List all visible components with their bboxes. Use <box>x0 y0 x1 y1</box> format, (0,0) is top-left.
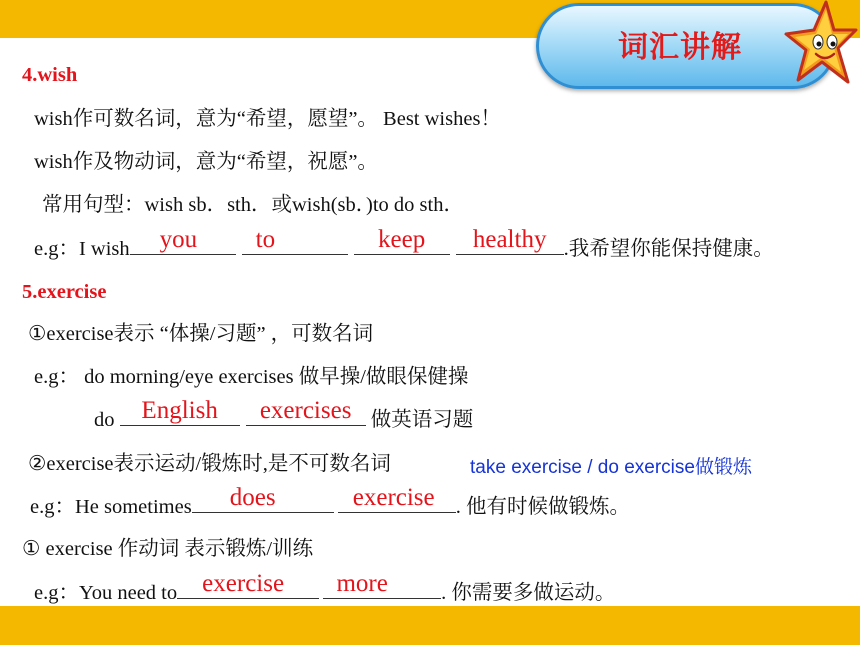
bottom-bar <box>0 606 860 645</box>
exercise-note: take exercise / do exercise做锻炼 <box>470 457 752 478</box>
answer-blank <box>323 570 441 599</box>
exercise-example-4-prefix: e.g：You need to <box>34 582 178 604</box>
exercise-example-4-suffix: . 你需要多做运动。 <box>441 582 616 604</box>
answer-text: to <box>255 226 276 253</box>
answer-text: exercise <box>352 484 435 511</box>
exercise-example-2 <box>94 397 474 433</box>
wish-example-suffix: .我希望你能保持健康。 <box>563 238 774 260</box>
answer-blank <box>130 226 236 255</box>
answer-text: does <box>229 484 276 511</box>
answer-text: healthy <box>472 226 547 253</box>
star-mascot-icon <box>782 0 858 86</box>
heading-wish: 4.wish <box>22 64 78 86</box>
wish-example-prefix: e.g：I wish <box>34 238 130 260</box>
exercise-example-1: e.g： do morning/eye exercises 做早操/做眼保健操 <box>34 366 469 388</box>
answer-blank <box>192 484 334 513</box>
answer-blank <box>456 226 564 255</box>
answer-blank <box>246 397 366 426</box>
answer-text: more <box>336 570 388 597</box>
exercise-point-1: ①exercise表示 “体操/习题” ，可数名词 <box>28 323 374 345</box>
answer-blank <box>120 397 240 426</box>
answer-blank <box>242 226 348 255</box>
answer-text: you <box>159 226 198 253</box>
answer-text: keep <box>378 226 426 253</box>
wish-pattern-line: 常用句型：wish sb．sth．或wish(sb．)to do sth． <box>42 194 464 216</box>
exercise-example-3-prefix: e.g：He sometimes <box>30 496 192 518</box>
answer-text: exercise <box>202 570 285 597</box>
exercise-example-3 <box>30 484 630 520</box>
heading-exercise: 5.exercise <box>22 281 107 303</box>
answer-text: English <box>141 397 218 424</box>
exercise-example-4 <box>34 570 616 606</box>
exercise-point-2: ②exercise表示运动/锻炼时,是不可数名词 <box>28 453 391 475</box>
answer-blank <box>177 570 319 599</box>
wish-noun-line: wish作可数名词，意为“希望，愿望”。 Best wishes！ <box>34 108 501 130</box>
answer-blank <box>338 484 456 513</box>
exercise-point-3: ① exercise 作动词 表示锻炼/训练 <box>22 538 314 560</box>
wish-verb-line: wish作及物动词，意为“希望，祝愿”。 <box>34 151 378 173</box>
answer-text: exercises <box>259 397 352 424</box>
exercise-example-3-suffix: . 他有时候做锻炼。 <box>455 496 630 518</box>
exercise-example-2-prefix: do <box>94 409 120 431</box>
badge-title: 词汇讲解 <box>618 30 742 65</box>
exercise-example-2-suffix: 做英语习题 <box>365 409 474 431</box>
answer-blank <box>354 226 450 255</box>
wish-example <box>34 226 774 262</box>
